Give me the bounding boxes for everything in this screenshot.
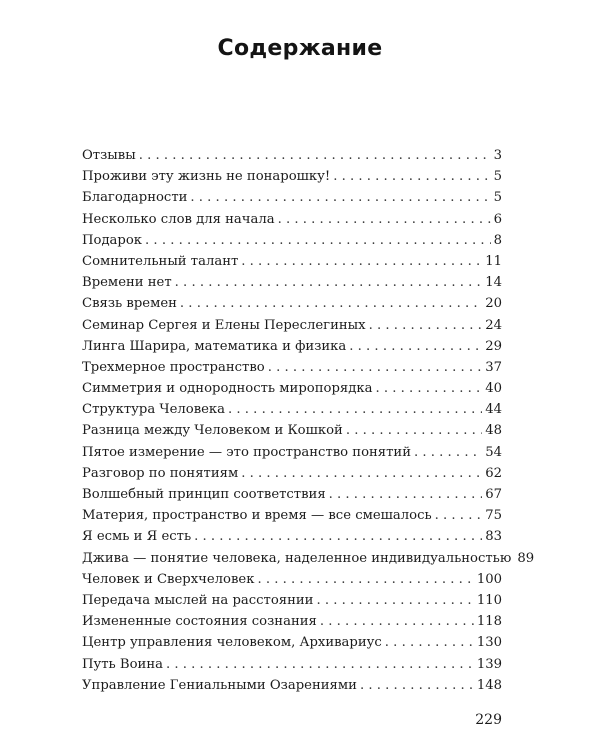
toc-entry-title: Человек и Сверхчеловек xyxy=(82,571,255,587)
toc-entry-page: 75 xyxy=(485,508,502,524)
toc-entry-page: 83 xyxy=(485,529,502,545)
toc-entry-page: 40 xyxy=(485,381,502,397)
toc-leader-dots xyxy=(333,166,490,187)
toc-entry xyxy=(82,315,502,336)
toc-entry xyxy=(82,251,502,272)
toc-entry-page: 44 xyxy=(485,402,502,418)
toc-entry xyxy=(82,209,502,230)
toc-entry-title: Трехмерное пространство xyxy=(82,359,265,375)
toc-entry xyxy=(82,378,502,399)
toc-leader-dots xyxy=(360,675,474,696)
toc-entry-title: Отзывы xyxy=(82,148,136,163)
toc-leader-dots xyxy=(316,590,473,611)
toc-entry-title: Несколько слов для начала xyxy=(82,211,275,227)
toc-leader-dots xyxy=(241,463,482,484)
toc-entry-title: Проживи эту жизнь не понарошку! xyxy=(82,169,331,185)
toc-leader-dots xyxy=(175,272,483,293)
toc-leader-dots xyxy=(346,420,482,441)
toc-entry xyxy=(82,484,502,505)
toc-entry-title: Разница между Человеком и Кошкой xyxy=(82,423,343,439)
toc-entry xyxy=(82,357,502,378)
toc-entry-page: 3 xyxy=(493,148,502,163)
toc-entry xyxy=(82,569,502,590)
toc-entry-page: 37 xyxy=(485,359,502,375)
toc-entry xyxy=(82,145,502,166)
toc-entry-page: 62 xyxy=(485,465,502,481)
toc-entry-title: Разговор по понятиям xyxy=(82,465,239,481)
toc-entry xyxy=(82,548,535,569)
toc-entry-page: 8 xyxy=(493,232,502,248)
toc-entry-title: Благодарности xyxy=(82,190,188,206)
toc-entry-page: 5 xyxy=(493,190,502,206)
toc-leader-dots xyxy=(139,145,491,166)
toc-leader-dots xyxy=(180,293,482,314)
toc-entry-page: 20 xyxy=(485,296,502,312)
toc-entry xyxy=(82,675,502,696)
toc-entry xyxy=(82,420,502,441)
toc-entry-page: 118 xyxy=(476,614,502,630)
toc-entry-page: 67 xyxy=(485,487,502,502)
toc-leader-dots xyxy=(278,209,491,230)
toc-entry xyxy=(82,505,502,526)
toc-entry-page: 100 xyxy=(476,571,502,587)
toc-entry xyxy=(82,442,502,463)
toc-leader-dots xyxy=(228,399,482,420)
toc-leader-dots xyxy=(435,505,483,526)
toc-leader-dots xyxy=(375,378,482,399)
toc-leader-dots xyxy=(257,569,473,590)
toc-leader-dots xyxy=(385,632,474,653)
toc-entry-page: 110 xyxy=(476,592,502,608)
toc-entry xyxy=(82,590,502,611)
toc-entry-title: Подарок xyxy=(82,232,143,248)
toc-leader-dots xyxy=(241,251,482,272)
toc-entry-page: 148 xyxy=(476,677,502,693)
page-title: Содержание xyxy=(217,36,383,61)
toc-leader-dots xyxy=(414,442,482,463)
toc-entry-title: Передача мыслей на расстоянии xyxy=(82,592,314,608)
toc-leader-dots xyxy=(320,611,474,632)
toc-entry-page: 48 xyxy=(485,423,502,439)
toc-entry xyxy=(82,463,502,484)
toc-entry-page: 89 xyxy=(517,550,535,566)
toc-entry xyxy=(82,336,502,357)
toc-entry xyxy=(82,293,502,314)
toc-entry-title: Симметрия и однородность миропорядка xyxy=(82,381,373,397)
toc-entry-title: Путь Воина xyxy=(82,656,163,672)
toc-leader-dots xyxy=(194,526,482,547)
toc-entry-title: Времени нет xyxy=(82,275,172,291)
toc-entry xyxy=(82,230,502,251)
table-of-contents xyxy=(82,145,535,696)
toc-entry xyxy=(82,399,502,420)
toc-entry-title: Семинар Сергея и Елены Переслегиных xyxy=(82,317,366,333)
toc-entry xyxy=(82,611,502,632)
toc-entry-page: 24 xyxy=(485,317,502,333)
toc-entry-page: 130 xyxy=(476,635,502,651)
toc-entry xyxy=(82,187,502,208)
toc-leader-dots xyxy=(268,357,483,378)
toc-entry-page: 5 xyxy=(493,169,502,185)
toc-entry xyxy=(82,632,502,653)
toc-entry xyxy=(82,654,502,675)
toc-entry-title: Центр управления человеком, Архивариус xyxy=(82,635,382,651)
toc-entry-page: 14 xyxy=(485,275,502,291)
toc-entry-title: Я есмь и Я есть xyxy=(82,529,192,545)
toc-leader-dots xyxy=(145,230,491,251)
toc-entry-title: Измененные состояния сознания xyxy=(82,614,317,630)
toc-entry-title: Линга Шарира, математика и физика xyxy=(82,338,347,354)
toc-entry-page: 54 xyxy=(485,444,502,460)
toc-entry-title: Пятое измерение — это пространство понятий xyxy=(82,444,412,460)
toc-entry-page: 11 xyxy=(485,253,502,269)
toc-leader-dots xyxy=(369,315,483,336)
toc-leader-dots xyxy=(349,336,482,357)
page-number: 229 xyxy=(475,712,502,728)
toc-leader-dots xyxy=(166,654,474,675)
toc-entry xyxy=(82,526,502,547)
toc-entry-title: Сомнительный талант xyxy=(82,253,239,269)
toc-entry-page: 29 xyxy=(485,338,502,354)
toc-entry-title: Волшебный принцип соответствия xyxy=(82,487,326,502)
toc-entry xyxy=(82,166,502,187)
toc-entry xyxy=(82,272,502,293)
toc-entry-page: 6 xyxy=(493,211,502,227)
toc-entry-title: Управление Гениальными Озарениями xyxy=(82,677,357,693)
toc-entry-title: Структура Человека xyxy=(82,402,226,418)
toc-entry-title: Связь времен xyxy=(82,296,177,312)
toc-entry-title: Джива — понятие человека, наделенное индивидуальностью xyxy=(82,550,512,566)
toc-leader-dots xyxy=(329,484,483,505)
toc-entry-page: 139 xyxy=(476,656,502,672)
toc-entry-title: Материя, пространство и время — все смешалось xyxy=(82,508,432,524)
toc-leader-dots xyxy=(190,187,490,208)
